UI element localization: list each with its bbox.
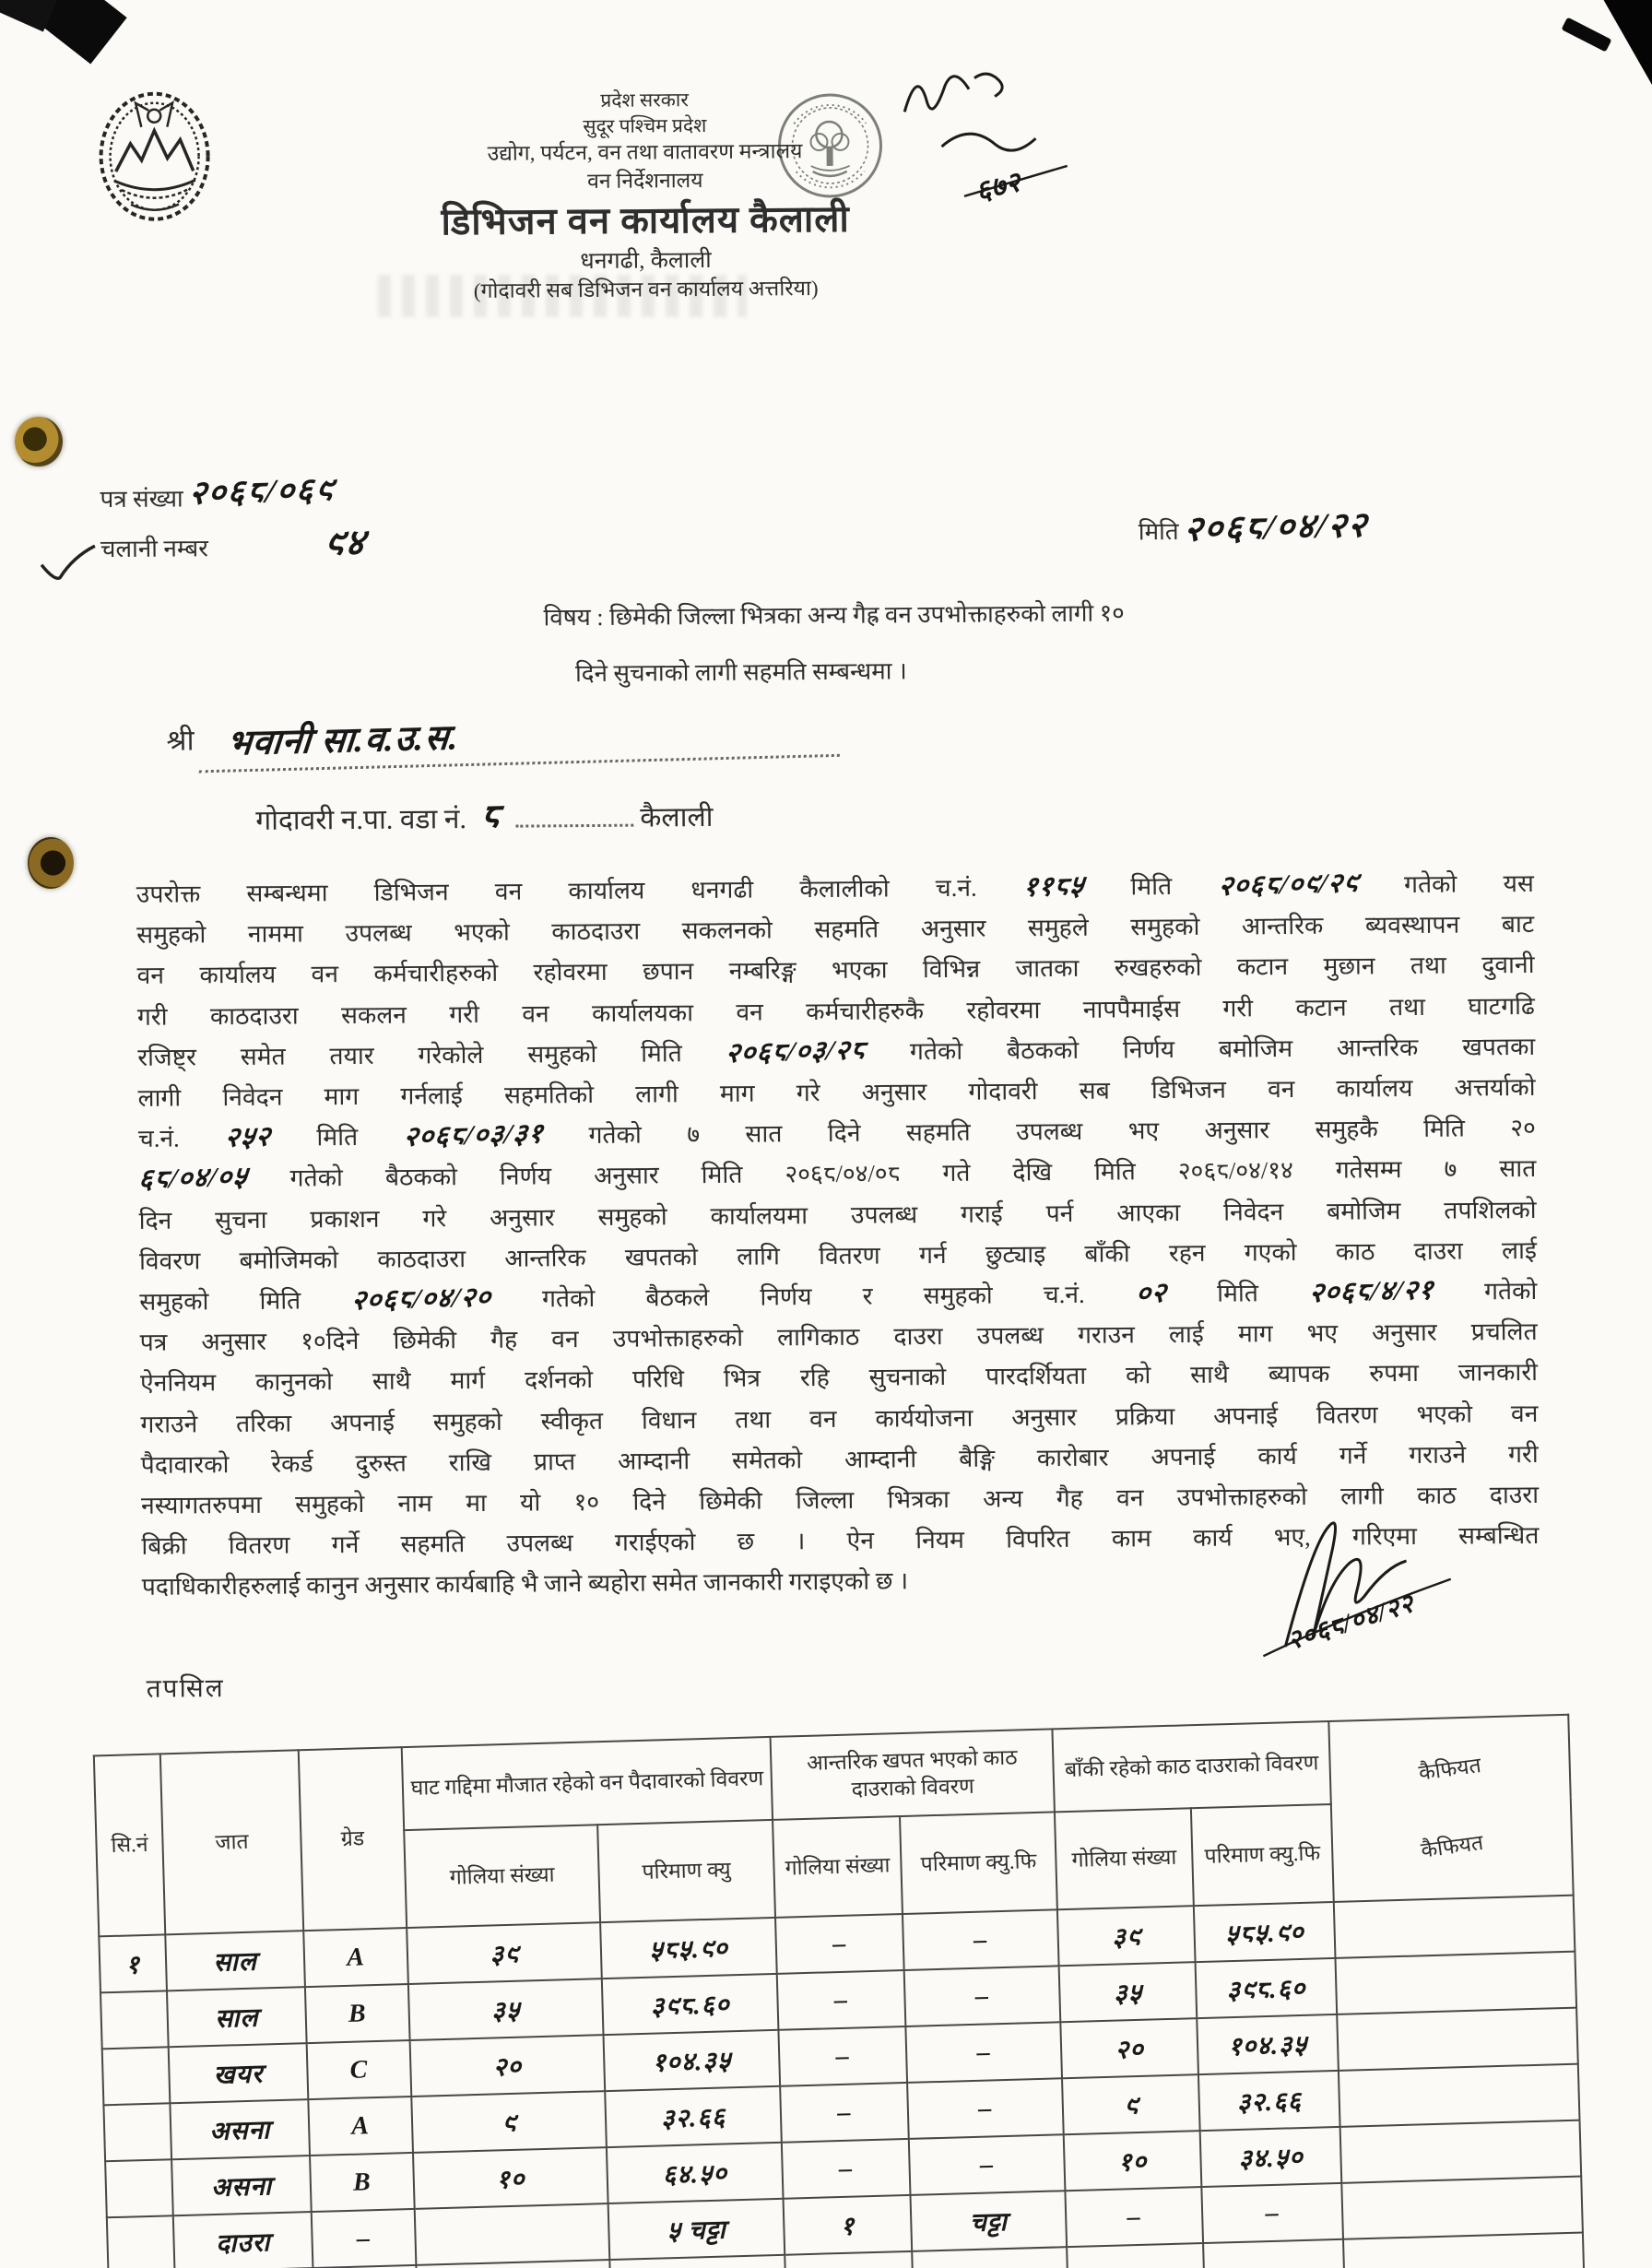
reference-block bbox=[100, 470, 367, 568]
body-line: बिक्री वितरण गर्ने सहमति उपलब्ध गराईएको छ । ऐन नियम विपरित काम कार्य भए, गरिएमा सम्बन्धित bbox=[141, 1521, 1540, 1561]
body-line: लागी निवेदन माग गर्नलाई सहमतिको लागी माग गरे अनुसार गोदावरी सब डिभिजन वन कार्यालय अत्तर्याको bbox=[137, 1072, 1536, 1112]
body-line: गरी काठदाउरा सकलन गरी वन कार्यालयका वन कर्मचारीहरुकै रहोवरमा नापपैमाईस गरी कटान तथा घाटगढि bbox=[136, 991, 1535, 1031]
tapasil-label: तपसिल bbox=[146, 1674, 225, 1704]
subheader-remaining-logs: गोलिया संख्या bbox=[1055, 1808, 1194, 1909]
pen-check-mark-icon bbox=[36, 540, 100, 593]
signature-date-handwritten: २०६८/०४/२२ bbox=[1284, 1589, 1418, 1657]
group-header-remaining: बाँकी रहेको काठ दाउराको विवरण bbox=[1052, 1721, 1330, 1812]
body-line: वन कार्यालय वन कर्मचारीहरुको रहोवरमा छपान नम्बरिङ्ग भएका विभिन्न जातका रुखहरुको कटान मुछान तथा दुवानी bbox=[136, 951, 1535, 990]
body-line: पैदावारको रेकर्ड दुरुस्त राखि प्राप्त आम्दानी समेतको आम्दानी बैङ्गि कारोबार अपनाई कार्य गर्ने गराउने गरी bbox=[140, 1439, 1539, 1479]
subheader-stock-logs: गोलिया संख्या bbox=[404, 1825, 600, 1928]
body-line: उपरोक्त सम्बन्धमा डिभिजन वन कार्यालय धनगढी कैलालीको च.नं. ११८५ मिति २०६८/०९/२९ गतेको यस bbox=[136, 868, 1534, 908]
group-header-internal-use: आन्तरिक खपत भएको काठ दाउराको विवरण bbox=[771, 1729, 1055, 1820]
province-line: सुदूर पश्चिम प्रदेश bbox=[583, 113, 707, 137]
letter-no-value: २०६८/०६९ bbox=[187, 470, 336, 512]
body-line: दिन सुचना प्रकाशन गरे अनुसार समुहको कार्यालयमा उपलब्ध गराई पर्न आएका निवेदन बमोजिम तपशिलको bbox=[138, 1195, 1537, 1234]
addressee-district: कैलाली bbox=[640, 801, 714, 833]
col-header-grade: ग्रेड bbox=[299, 1747, 407, 1931]
letter-no-label: पत्र संख्या bbox=[100, 485, 183, 514]
salutation: श्री bbox=[166, 724, 195, 757]
pen-signature-scribble-icon bbox=[1174, 1506, 1525, 1666]
body-line: समुहको नाममा उपलब्ध भएको काठदाउरा सकलनको सहमति अनुसार समुहले समुहको आन्तरिक ब्यवस्थापन बाट bbox=[136, 910, 1535, 950]
addressee-municipality: गोदावरी न.पा. वडा नं. bbox=[255, 804, 467, 836]
schedule-table-wrap bbox=[93, 1714, 1586, 2268]
subheader-used-logs: गोलिया संख्या bbox=[773, 1816, 903, 1918]
remark-label-upper: कैफियत bbox=[1417, 1754, 1483, 1785]
government-line: प्रदेश सरकार bbox=[600, 89, 689, 112]
body-line: समुहको मिति २०६८/०४/२० गतेको बैठकले निर्णय र समुहको च.नं. ०२ मिति २०६८/४/२१ गतेको bbox=[139, 1274, 1538, 1317]
body-line: नस्यागतरुपमा समुहको नाम मा यो १० दिने छिमेकी जिल्ला भित्रका अन्य गैह वन उपभोक्ताहरुको लागी काठ दाउरा bbox=[140, 1480, 1540, 1519]
addressee-name-handwritten: भवानी सा.व.उ.स. bbox=[198, 703, 844, 774]
subheader-used-quantity: परिमाण क्यु.फि bbox=[900, 1812, 1057, 1914]
corner-number: ६७२ bbox=[973, 166, 1025, 208]
dispatch-no-label: चलानी नम्बर bbox=[100, 535, 208, 563]
office-title: डिभिजन वन कार्यालय कैलाली bbox=[441, 197, 850, 243]
col-header-species: जात bbox=[160, 1750, 303, 1934]
col-header-remark bbox=[1328, 1715, 1573, 1902]
subject-line-1: विषय : छिमेकी जिल्ला भित्रका अन्य गैह्र वन उपभोक्ताहरुको लागी १० bbox=[543, 599, 1125, 632]
table-row: असना A ९ ३२.६६ – – ९ ३२.६६ bbox=[103, 2064, 1579, 2162]
subheader-stock-quantity: परिमाण क्यु bbox=[597, 1820, 775, 1922]
table-row: असना B १० ६४.५० – – १० ३४.५० bbox=[105, 2120, 1581, 2218]
addressee-line-2 bbox=[255, 786, 714, 841]
body-line: ऐननियम कानुनको साथै मार्ग दर्शनको परिधि भित्र रहि सुचनाको पारदर्शियता को साथै ब्यापक रुपमा जानकारी bbox=[139, 1358, 1539, 1398]
addressee-line-1 bbox=[166, 708, 841, 768]
body-line: पत्र अनुसार १०दिने छिमेकी गैह वन उपभोक्ताहरुको लागिकाठ दाउरा उपलब्ध गराउन लाई माग भए अनुसार प्रचलित bbox=[139, 1317, 1538, 1357]
nepal-coat-of-arms-icon bbox=[93, 86, 216, 227]
letter-body bbox=[136, 863, 1540, 1608]
signature-block bbox=[1174, 1506, 1525, 1666]
col-header-sn: सि.नं bbox=[94, 1754, 165, 1936]
date-block bbox=[1139, 501, 1369, 550]
subject-block bbox=[543, 597, 1374, 689]
body-line: पदाधिकारीहरुलाई कानुन अनुसार कार्यबाहि भै जाने ब्यहोरा समेत जानकारी गराइएको छ । bbox=[141, 1566, 909, 1601]
body-line: च.नं. २५२ मिति २०६८/०३/३१ गतेको ७ सात दिने सहमति उपलब्ध भए अनुसार समुहकै मिति २० bbox=[137, 1114, 1537, 1153]
ministry-line: उद्योग, पर्यटन, वन तथा वातावरण मन्त्रालय bbox=[487, 139, 803, 166]
letterhead bbox=[349, 86, 941, 306]
body-line: विवरण बमोजिमको काठदाउरा आन्तरिक खपतको लागि वितरण गर्न छुट्याइ बाँकी रहन गएको काठ दाउरा लाई bbox=[138, 1235, 1538, 1275]
table-row: दाउरा – ५ चट्टा १ चट्टा – – bbox=[107, 2177, 1583, 2268]
group-header-stock: घाट गद्दिमा मौजात रहेको वन पैदावारको विवरण bbox=[402, 1737, 773, 1830]
dispatch-no-value: ९४ bbox=[323, 521, 369, 564]
table-row: साल B ३५ ३९८.६० – – ३५ ३९८.६० bbox=[100, 1952, 1576, 2049]
body-line: रजिष्ट्र समेत तयार गरेकोले समुहको मिति २०६८/०३/२८ गतेको बैठकको निर्णय बमोजिम आन्तरिक खपतका bbox=[137, 1032, 1536, 1071]
subject-line-2: दिने सुचनाको लागी सहमति सम्बन्धमा । bbox=[574, 656, 907, 687]
remark-label-lower: कैफियत bbox=[1419, 1830, 1485, 1862]
office-place: धनगढी, कैलाली bbox=[580, 247, 712, 275]
body-line: गराउने तरिका अपनाई समुहको स्वीकृत विधान तथा वन कार्ययोजना अनुसार प्रक्रिया अपनाई वितरण भएको वन bbox=[140, 1399, 1539, 1438]
subheader-remaining-quantity: परिमाण क्यु.फि bbox=[1191, 1804, 1334, 1906]
schedule-table bbox=[93, 1714, 1586, 2268]
dotted-leader bbox=[515, 798, 633, 828]
sub-office-line: (गोदावरी सब डिभिजन वन कार्यालय अत्तरिया) bbox=[473, 276, 819, 302]
table-row: १ साल A ३९ ५८५.९० – – ३९ ५८५.९० bbox=[99, 1896, 1575, 1993]
ward-number-handwritten: ८ bbox=[478, 794, 502, 837]
body-line: ६८/०४/०५ गतेको बैठकको निर्णय अनुसार मिति २०६८/०४/०८ गते देखि मिति २०६८/०४/१४ गतेसम्म ७ सात bbox=[136, 1154, 1537, 1196]
schedule-table-body bbox=[99, 1896, 1584, 2268]
directorate-line: वन निर्देशनालय bbox=[586, 168, 703, 193]
date-label: मिति bbox=[1138, 517, 1179, 546]
date-value: २०६८/०४/२२ bbox=[1183, 505, 1370, 549]
table-row: खयर C २० १०४.३५ – – २० १०४.३५ bbox=[102, 2008, 1578, 2106]
